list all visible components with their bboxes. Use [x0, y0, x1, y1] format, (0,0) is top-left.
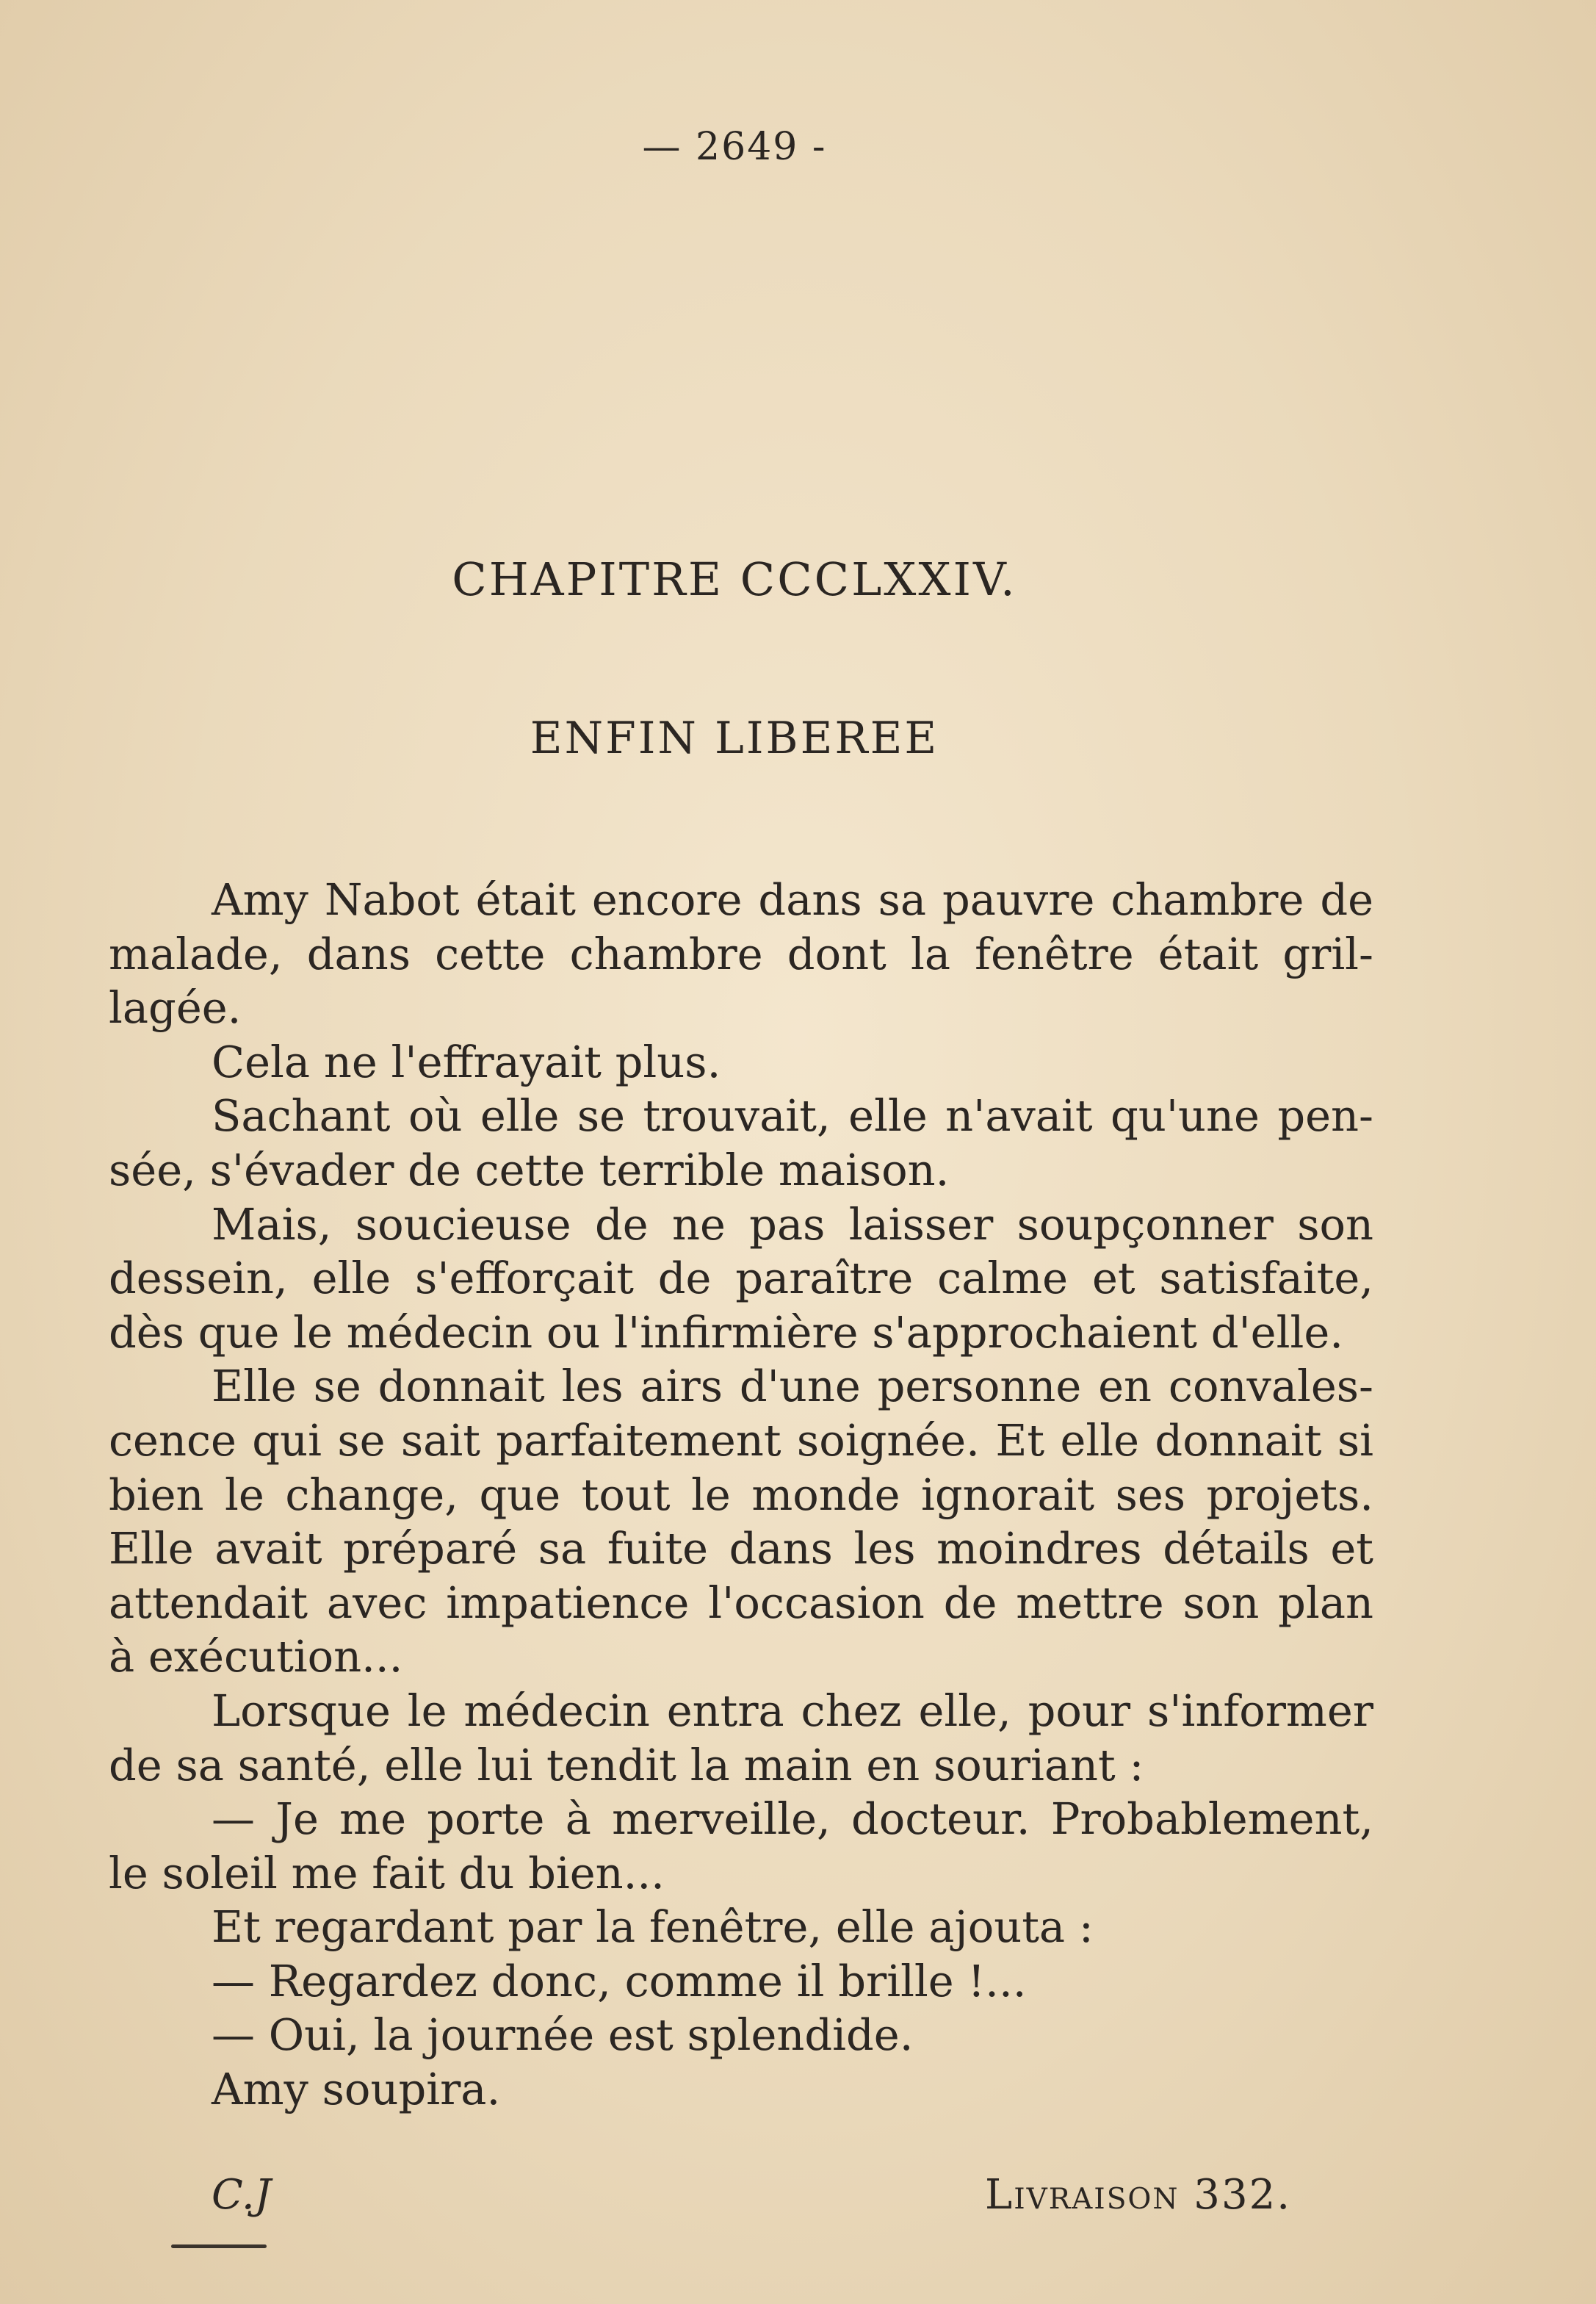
- paragraph: Lorsque le médecin entra chez elle, pour s'informer de sa santé, elle lui tendit la main en souriant :: [109, 1685, 1373, 1790]
- signature-mark: C.J: [212, 2171, 272, 2219]
- paragraph: — Oui, la journée est splendide.: [212, 2009, 914, 2061]
- signature-rule: [171, 2244, 267, 2248]
- paragraph: Amy Nabot était encore dans sa pauvre chambre de malade, dans cette chambre dont la fenêtre était gril-lagée.: [109, 874, 1373, 1034]
- paragraph: Amy soupira.: [212, 2064, 501, 2115]
- paragraph: Elle se donnait les airs d'une personne en convales-cence qui se sait parfaitement soignée. Et elle donnait si bien le change, que tout le monde ignorait ses projets. Elle avait préparé sa fuite dans les moindres détails et attendait avec impatience l'occasion de mettre son plan à exécution...: [109, 1361, 1373, 1682]
- page-number: — 2649 -: [642, 125, 827, 169]
- paragraph: — Regardez donc, comme il brille !...: [212, 1955, 1027, 2006]
- body-text: [109, 873, 1373, 2117]
- paragraph: Mais, soucieuse de ne pas laisser soupçonner son dessein, elle s'efforçait de paraître calme et satisfaite, dès que le médecin ou l'infirmière s'approchaient d'elle.: [109, 1198, 1373, 1358]
- paragraph: Et regardant par la fenêtre, elle ajouta :: [212, 1901, 1094, 1953]
- chapter-title: ENFIN LIBEREE: [530, 713, 939, 764]
- livraison-number: Livraison 332.: [985, 2171, 1291, 2219]
- chapter-heading: CHAPITRE CCCLXXIV.: [452, 552, 1017, 606]
- paragraph: Sachant où elle se trouvait, elle n'avait qu'une pen-sée, s'évader de cette terrible maison.: [109, 1090, 1373, 1195]
- paragraph: — Je me porte à merveille, docteur. Probablement, le soleil me fait du bien...: [109, 1793, 1373, 1898]
- paragraph: Cela ne l'effrayait plus.: [212, 1036, 721, 1087]
